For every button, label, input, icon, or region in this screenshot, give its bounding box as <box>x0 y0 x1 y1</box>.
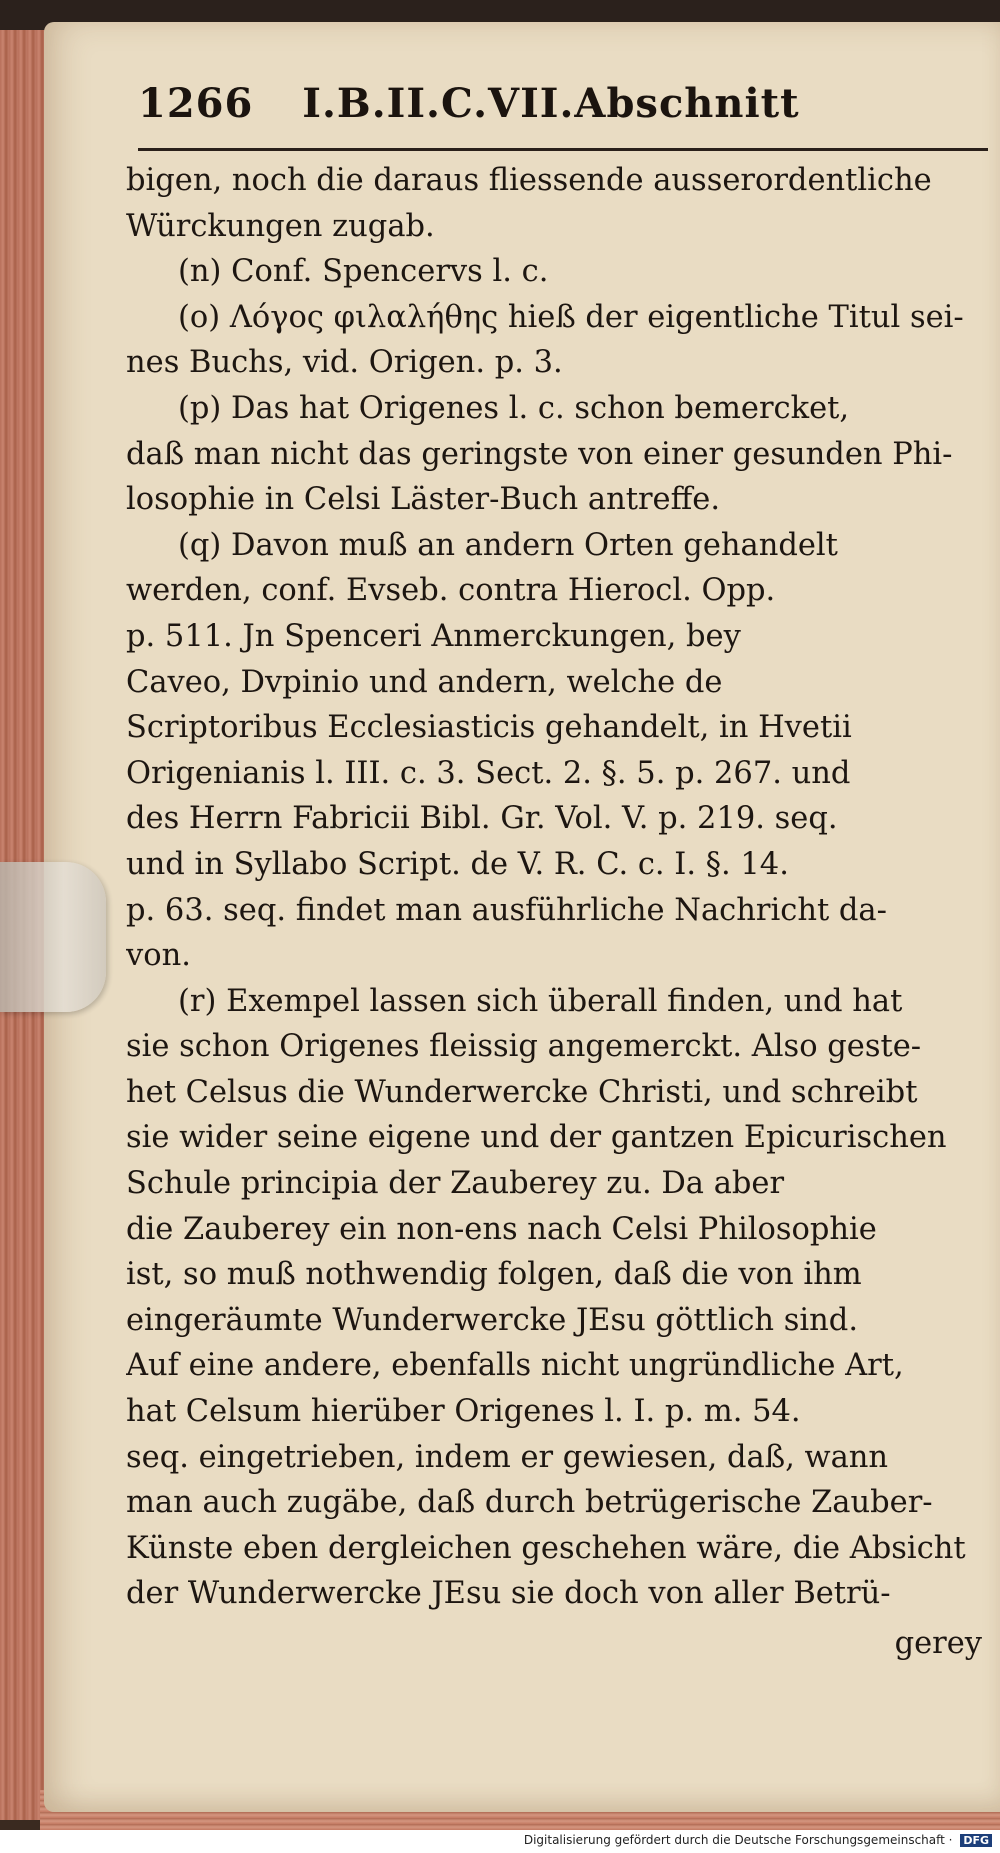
text-line: daß man nicht das geringste von einer gesunden Phi- <box>126 436 953 472</box>
text-line: werden, conf. Evseb. contra Hierocl. Opp. <box>126 573 776 609</box>
scanner-thumb-clip <box>0 862 106 1012</box>
text-line: Caveo, Dvpinio und andern, welche de <box>126 664 723 700</box>
footnote-q: (q) Davon muß an andern Orten gehandelt <box>178 527 838 563</box>
text-line: bigen, noch die daraus fliessende ausserordentliche <box>126 163 932 198</box>
text-line: Künste eben dergleichen geschehen wäre, die Absicht <box>126 1530 966 1566</box>
text-line: sie schon Origenes fleissig angemerckt. Also geste- <box>126 1029 922 1065</box>
text-line: die Zauberey ein non-ens nach Celsi Philosophie <box>126 1211 877 1247</box>
footnote-r: (r) Exempel lassen sich überall finden, und hat <box>178 983 903 1019</box>
text-line: Schule principia der Zauberey zu. Da aber <box>126 1166 785 1202</box>
page-body <box>126 158 988 1617</box>
text-line: und in Syllabo Script. de V. R. C. c. I. §. 14. <box>126 846 789 882</box>
footnote-n: (n) Conf. Spencervs l. c. <box>178 254 549 290</box>
header-rule <box>138 148 988 151</box>
text-line: het Celsus die Wunderwercke Christi, und schreibt <box>126 1074 918 1110</box>
text-line: nes Buchs, vid. Origen. p. 3. <box>126 345 563 381</box>
catchword: gerey <box>894 1626 982 1661</box>
text-line: man auch zugäbe, daß durch betrügerische Zauber- <box>126 1485 933 1521</box>
text-line: ist, so muß nothwendig folgen, daß die von ihm <box>126 1257 862 1293</box>
text-line: des Herrn Fabricii Bibl. Gr. Vol. V. p. 219. seq. <box>126 801 838 837</box>
text-line: p. 63. seq. findet man ausführliche Nachricht da- <box>126 892 887 928</box>
text-line: Auf eine andere, ebenfalls nicht ungründliche Art, <box>126 1348 904 1384</box>
text-line: hat Celsum hierüber Origenes l. I. p. m. 54. <box>126 1394 801 1430</box>
footnote-p: (p) Das hat Origenes l. c. schon bemercket, <box>178 390 850 426</box>
credit-text: Digitalisierung gefördert durch die Deutsche Forschungsgemeinschaft · <box>523 1833 953 1847</box>
digitization-credit <box>524 1833 992 1847</box>
text-line: p. 511. Jn Spenceri Anmerckungen, bey <box>126 618 741 654</box>
text-line: Würckungen zugab. <box>126 208 435 244</box>
text-line: der Wunderwercke JEsu sie doch von aller Betrü- <box>126 1576 891 1612</box>
text-line: Origenianis l. III. c. 3. Sect. 2. §. 5. p. 267. und <box>126 755 851 791</box>
text-line: sie wider seine eigene und der gantzen Epicurischen <box>126 1120 947 1156</box>
text-line: losophie in Celsi Läster-Buch antreffe. <box>126 482 721 518</box>
footnote-o: (o) Λόγος φιλαλήθης hieß der eigentliche Titul sei- <box>178 299 964 335</box>
running-header <box>138 80 978 140</box>
running-title: I.B.II.C.VII.Abschnitt <box>302 80 800 127</box>
dfg-logo: DFG <box>960 1834 992 1847</box>
text-line: von. <box>126 938 191 974</box>
page-number: 1266 <box>138 80 254 127</box>
text-line: Scriptoribus Ecclesiasticis gehandelt, in Hvetii <box>126 710 852 746</box>
text-line: seq. eingetrieben, indem er gewiesen, daß, wann <box>126 1439 889 1475</box>
text-line: eingeräumte Wunderwercke JEsu göttlich sind. <box>126 1302 859 1338</box>
